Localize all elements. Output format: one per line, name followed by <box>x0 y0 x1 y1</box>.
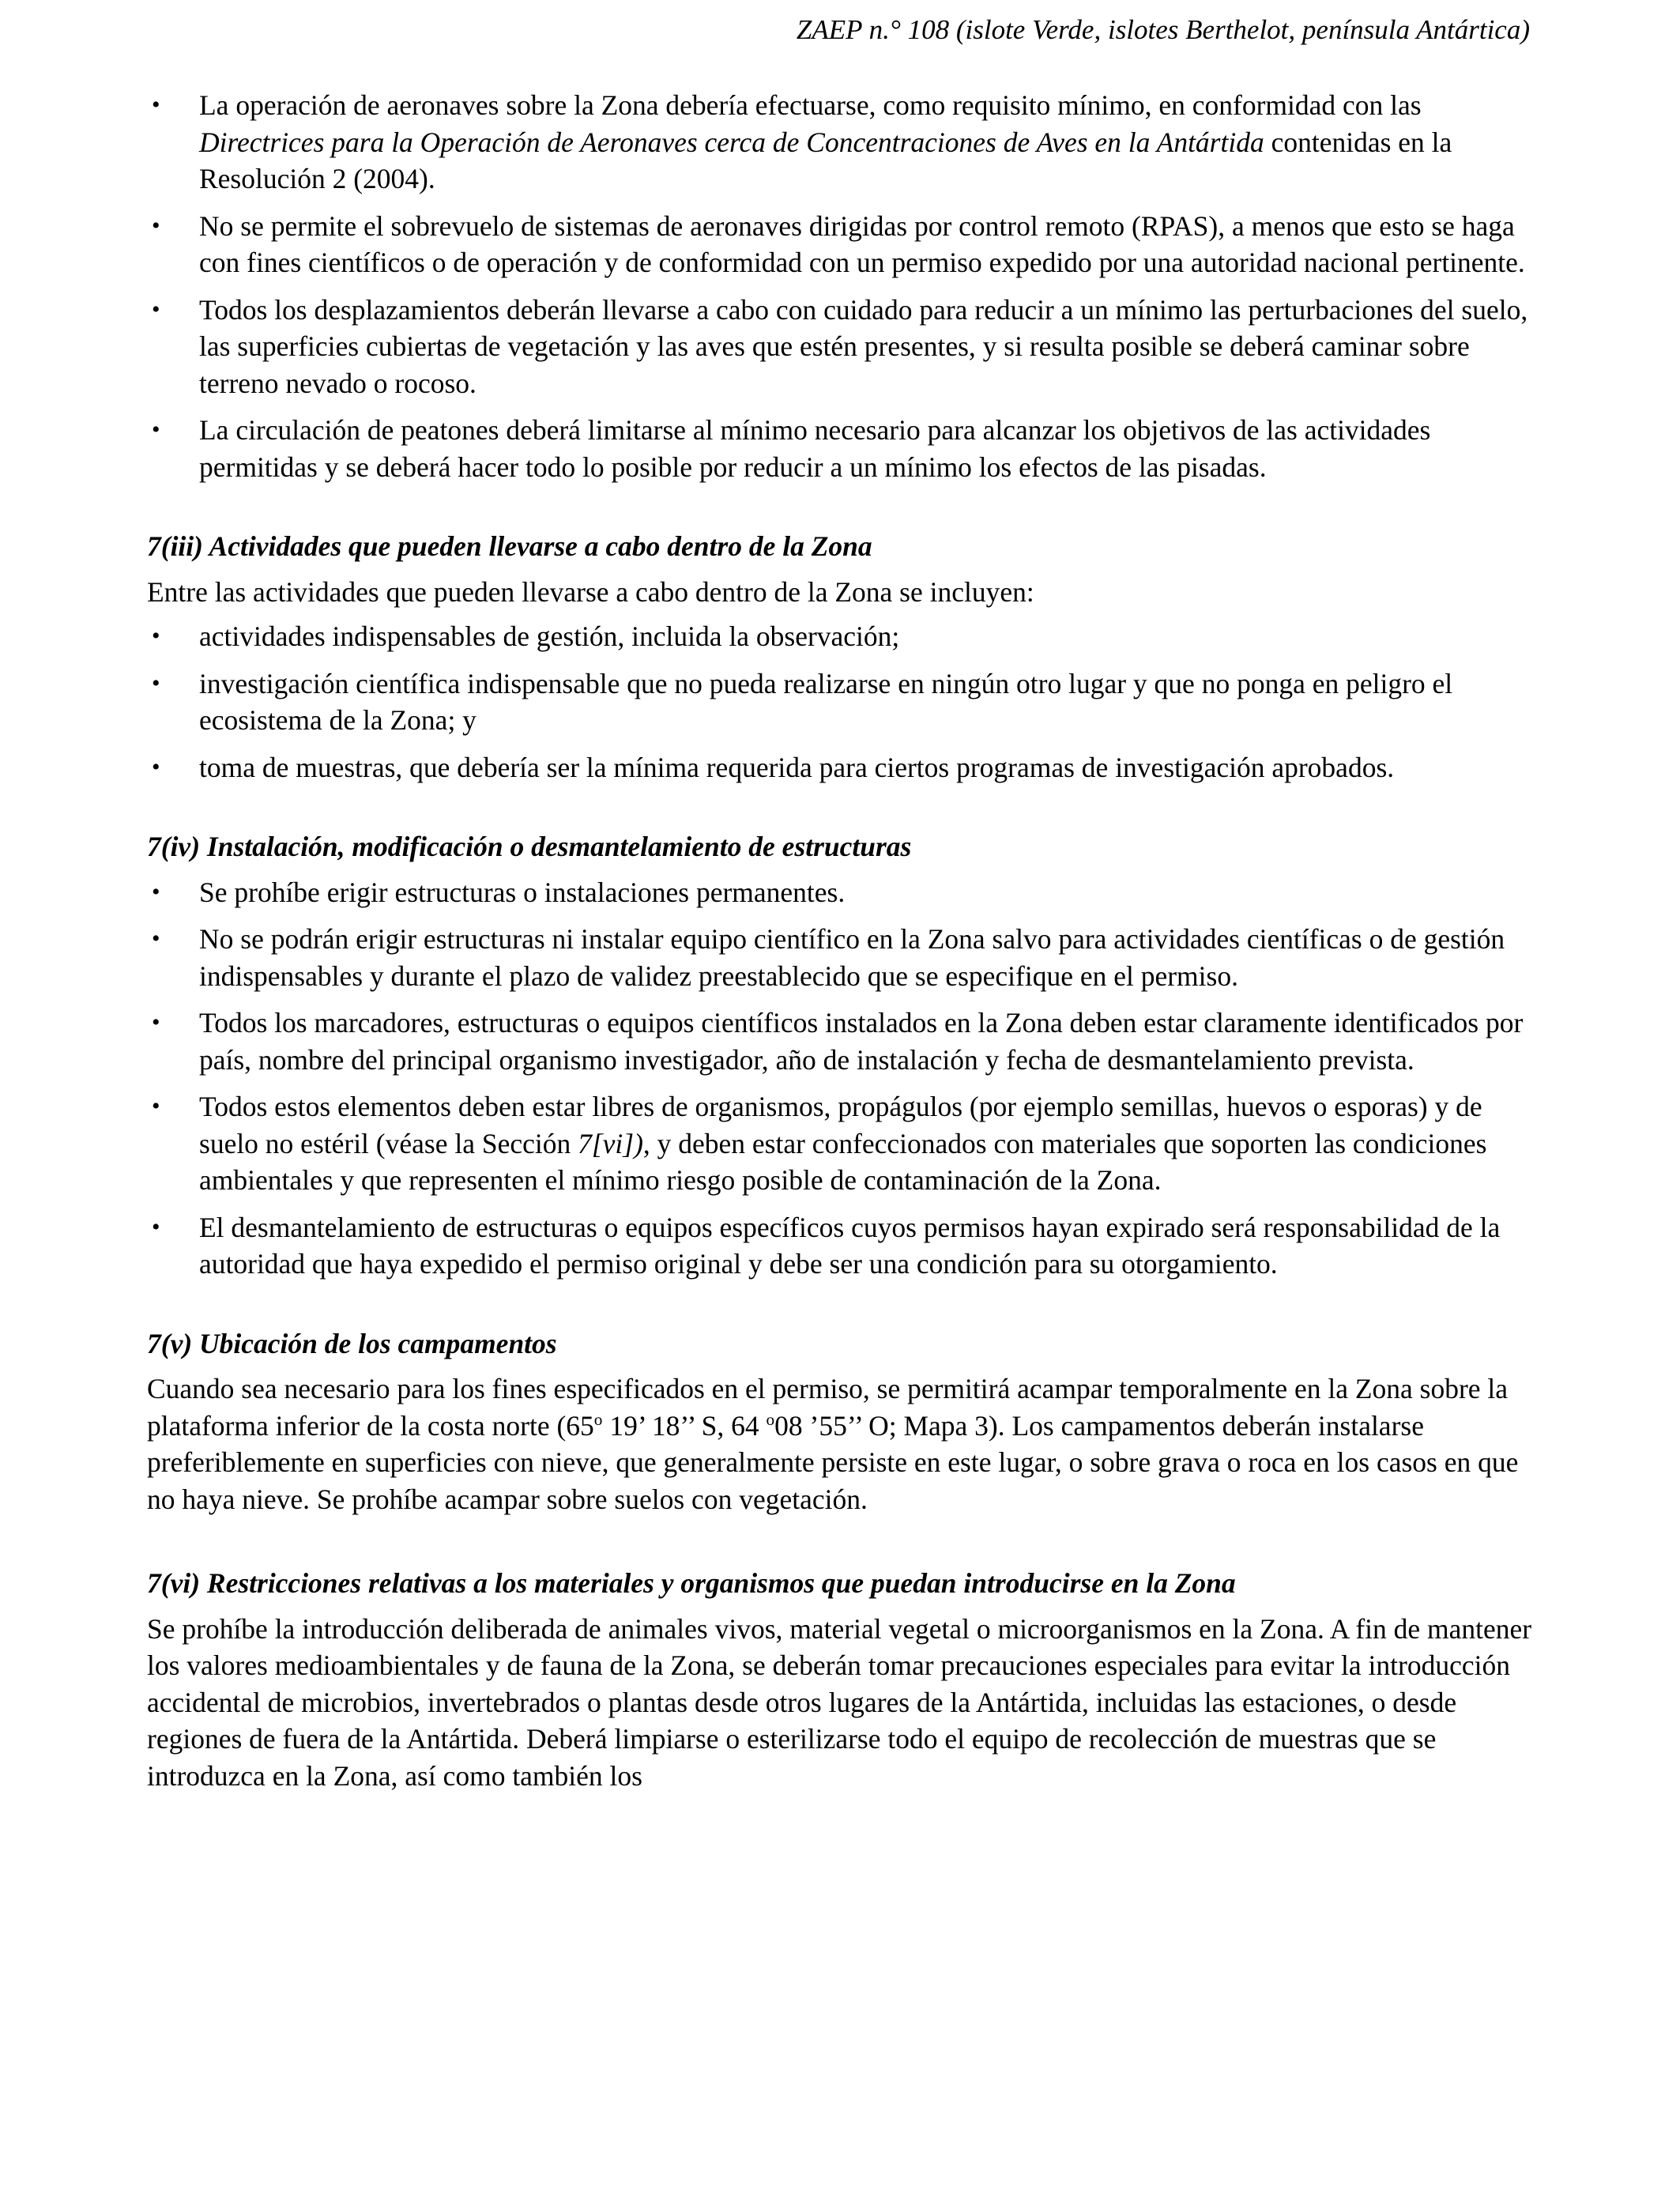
item-emphasis: 7[vi]) <box>578 1127 643 1159</box>
list-item <box>147 665 1546 739</box>
activities-bullet-list <box>147 618 1546 786</box>
camping-paragraph <box>147 1370 1546 1517</box>
running-header: ZAEP n.° 108 (islote Verde, islotes Berthelot, península Antártica) <box>796 14 1530 45</box>
item-text: El desmantelamiento de estructuras o equipos específicos cuyos permisos hayan expirado será responsabilidad de la autoridad que haya expedido el permiso original y debe ser una condición para su otorgamiento. <box>199 1211 1501 1280</box>
item-text: Todos los desplazamientos deberán llevarse a cabo con cuidado para reducir a un mínimo las perturbaciones del suelo, las superficies cubiertas de vegetación y las aves que estén presentes, y si resulta posible se deberá caminar sobre terreno nevado o rocoso. <box>199 293 1528 399</box>
paragraph-text: 08 ’55’’ O; Mapa 3). Los campamentos deberán instalarse preferiblemente en superficies con nieve, que generalmente persiste en este lugar, o sobre grava o roca en los casos en que no haya nieve. Se prohíbe acampar sobre suelos con vegetación. <box>147 1409 1519 1515</box>
bullet-icon: • <box>152 296 160 322</box>
item-text: toma de muestras, que debería ser la mínima requerida para ciertos programas de investigación aprobados. <box>199 751 1395 783</box>
item-text: No se permite el sobrevuelo de sistemas de aeronaves dirigidas por control remoto (RPAS), a menos que esto se haga con fines científicos o de operación y de conformidad con un permiso expedido por una autoridad nacional pertinente. <box>199 209 1525 278</box>
bullet-icon: • <box>152 417 160 443</box>
item-text: Todos estos elementos deben estar libres de organismos, propágulos (por ejemplo semillas, huevos o esporas) y de suelo no estéril (véase la Sección <box>199 1091 1482 1159</box>
access-bullet-list <box>147 87 1546 485</box>
item-text: contenidas en la Resolución 2 (2004). <box>199 126 1452 194</box>
item-text: La operación de aeronaves sobre la Zona debería efectuarse, como requisito mínimo, en conformidad con las <box>199 89 1422 121</box>
materials-paragraph: Se prohíbe la introducción deliberada de animales vivos, material vegetal o microorganismos en la Zona. A fin de mantener los valores medioambientales y de fauna de la Zona, se deberán tomar precauciones especiales para evitar la introducción accidental de microbios, invertebrados o plantas desde otros lugares de la Antártida, incluidas las estaciones, o desde regiones de fuera de la Antártida. Deberá limpiarse o esterilizarse todo el equipo de recolección de muestras que se introduzca en la Zona, así como también los <box>147 1612 1532 1792</box>
item-text: Se prohíbe erigir estructuras o instalaciones permanentes. <box>199 876 846 908</box>
document-body <box>147 87 1546 1794</box>
item-text: actividades indispensables de gestión, incluida la observación; <box>199 620 900 652</box>
section-heading-7iv: 7(iv) Instalación, modificación o desmantelamiento de estructuras <box>147 831 912 862</box>
item-text: La circulación de peatones deberá limitarse al mínimo necesario para alcanzar los objetivos de las actividades permitidas y se deberá hacer todo lo posible por reducir a un mínimo los efectos de las pisadas. <box>199 414 1431 483</box>
list-item <box>147 1209 1546 1283</box>
bullet-icon: • <box>152 92 160 118</box>
item-emphasis: Directrices para la Operación de Aeronaves cerca de Concentraciones de Aves en la Antártida <box>199 126 1264 158</box>
bullet-icon: • <box>152 925 160 952</box>
structures-bullet-list <box>147 874 1546 1283</box>
list-item <box>147 874 1546 911</box>
list-item <box>147 749 1546 786</box>
item-text: Todos los marcadores, estructuras o equipos científicos instalados en la Zona deben estar claramente identificados por país, nombre del principal organismo investigador, año de instalación y fecha de desmantelamiento prevista. <box>199 1007 1524 1076</box>
item-text: No se podrán erigir estructuras ni instalar equipo científico en la Zona salvo para actividades científicas o de gestión indispensables y durante el plazo de validez preestablecido que se especifique en el permiso. <box>199 923 1505 992</box>
degree-mark: o <box>766 1409 775 1429</box>
bullet-icon: • <box>152 212 160 239</box>
list-item <box>147 412 1546 485</box>
paragraph-text: Cuando sea necesario para los fines especificados en el permiso, se permitirá acampar temporalmente en la Zona sobre la plataforma inferior de la costa norte (65 <box>147 1373 1509 1442</box>
item-text: investigación científica indispensable que no pueda realizarse en ningún otro lugar y que no ponga en peligro el ecosistema de la Zona; y <box>199 667 1453 736</box>
bullet-icon: • <box>152 623 160 649</box>
section-heading-7vi: 7(vi) Restricciones relativas a los materiales y organismos que puedan introducirse en la Zona <box>147 1567 1236 1599</box>
list-item <box>147 921 1546 994</box>
list-item <box>147 1005 1546 1078</box>
paragraph-text: 19’ 18’’ S, 64 <box>602 1409 767 1442</box>
section-intro: Entre las actividades que pueden llevarse a cabo dentro de la Zona se incluyen: <box>147 575 1034 608</box>
list-item <box>147 292 1546 402</box>
bullet-icon: • <box>152 878 160 905</box>
list-item <box>147 208 1546 281</box>
section-heading-7iii: 7(iii) Actividades que pueden llevarse a cabo dentro de la Zona <box>147 530 872 562</box>
degree-mark: o <box>593 1409 603 1429</box>
bullet-icon: • <box>152 1093 160 1119</box>
bullet-icon: • <box>152 753 160 780</box>
bullet-icon: • <box>152 1009 160 1035</box>
bullet-icon: • <box>152 669 160 696</box>
item-text: , y deben estar confeccionados con materiales que soporten las condiciones ambientales y que representen el mínimo riesgo posible de contaminación de la Zona. <box>199 1127 1487 1196</box>
list-item <box>147 87 1546 198</box>
bullet-icon: • <box>152 1213 160 1240</box>
list-item <box>147 618 1546 655</box>
list-item <box>147 1088 1546 1199</box>
section-heading-7v: 7(v) Ubicación de los campamentos <box>147 1327 557 1359</box>
